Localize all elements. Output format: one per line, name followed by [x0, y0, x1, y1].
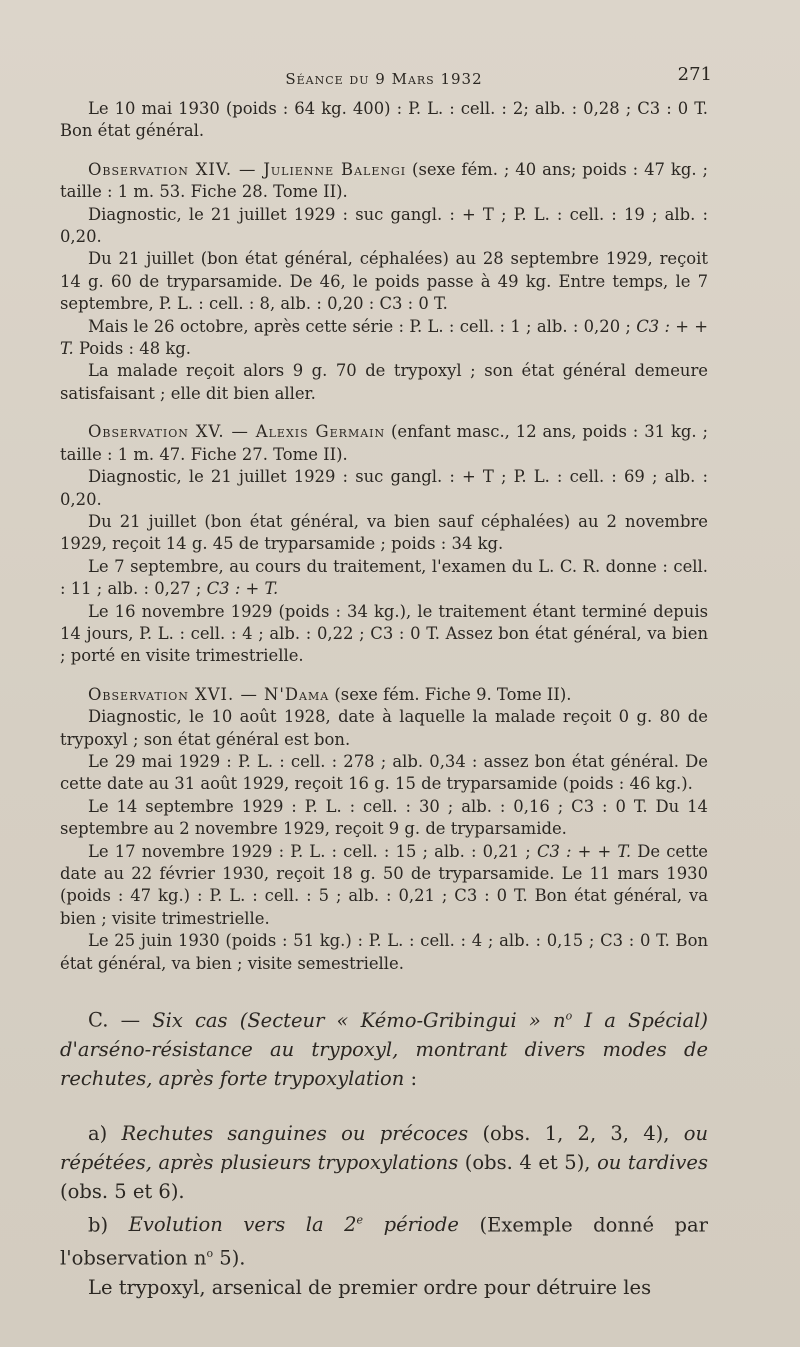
- text-run: Diagnostic, le 21 juillet 1929 : suc gangl. : + T ; P. L. : cell. : 69 ; alb. : 0,20.: [60, 467, 708, 509]
- text-run: (Exemple donné par l'observation n: [60, 1213, 708, 1270]
- item-a: [60, 1119, 708, 1206]
- observation-14-heading: [60, 159, 708, 204]
- text-run-italic: Rechutes sanguines ou précoces: [121, 1121, 469, 1145]
- text-run: (sexe fém. Fiche 9. Tome II).: [329, 684, 572, 704]
- text-run: La malade reçoit alors 9 g. 70 de trypoxyl ; son état général demeure satisfaisant ; elle dit bien aller.: [60, 361, 708, 403]
- text-run: a): [88, 1121, 122, 1145]
- text-run: Diagnostic, le 21 juillet 1929 : suc gangl. : + T ; P. L. : cell. : 19 ; alb. : 0,20.: [60, 204, 708, 247]
- text-run-italic: [129, 1213, 459, 1236]
- text-run-italic: C3 : + + T.: [60, 316, 708, 359]
- item-b: [60, 1206, 708, 1273]
- text-run: (obs. 1, 2, 3, 4),: [468, 1121, 684, 1145]
- text-run: 5).: [213, 1246, 246, 1270]
- text-run-italic: ou tardives: [597, 1150, 708, 1174]
- text-run-italic: ou répétées, après plusieurs trypoxylations: [60, 1121, 709, 1174]
- text-run: Le 7 septembre, au cours du traitement, l'examen du L. C. R. donne : cell. : 11 ; alb. : 0,27 ;: [60, 556, 708, 599]
- paragraph: [60, 98, 708, 143]
- text-run-italic: C3 : + T.: [206, 579, 279, 599]
- paragraph: [60, 360, 708, 405]
- text-run: Le 25 juin 1930 (poids : 51 kg.) : P. L. : cell. : 4 ; alb. : 0,15 ; C3 : 0 T. Bon état général, va bien ; visite semestrielle.: [60, 931, 708, 973]
- paragraph: [60, 706, 708, 751]
- text-run-italic: C3 : + + T.: [536, 841, 632, 861]
- observation-title: Observation XIV. — Julienne Balengi: [88, 159, 407, 179]
- paragraph: [60, 556, 708, 601]
- running-title: Séance du 9 Mars 1932: [285, 70, 483, 88]
- paragraph: [60, 316, 708, 361]
- text-run: période: [363, 1213, 459, 1237]
- superscript: o: [565, 1009, 573, 1023]
- observation-title: Observation XV. — Alexis Germain: [88, 422, 386, 442]
- superscript: o: [206, 1247, 214, 1261]
- paragraph: [60, 601, 708, 668]
- paragraph-last: [60, 1273, 708, 1302]
- paragraph: [60, 248, 708, 315]
- text-run: Le 10 mai 1930 (poids : 64 kg. 400) : P. L. : cell. : 2; alb. : 0,28 ; C3 : 0 T. Bon état général.: [60, 99, 708, 141]
- text-run: (sexe fém. ; 40 ans; poids : 47 kg. ; taille : 1 m. 53. Fiche 28. Tome II).: [60, 159, 708, 202]
- text-run: Le 16 novembre 1929 (poids : 34 kg.), le traitement étant terminé depuis 14 jours, P. L. : cell. : 4 ; alb. : 0,22 ; C3 : 0 T. Assez bon état général, va bien ; porté en visite trimestrielle.: [60, 601, 708, 666]
- text-run: Le trypoxyl, arsenical de premier ordre pour détruire les: [88, 1275, 652, 1299]
- text-run: (obs. 4 et 5),: [458, 1150, 598, 1174]
- text-run: Six cas (Secteur « Kémo-Gribingui » n: [152, 1008, 566, 1032]
- observation-16-heading: [60, 684, 708, 706]
- text-run: C. —: [88, 1008, 153, 1032]
- text-run-italic: [60, 1009, 708, 1090]
- text-run: :: [404, 1066, 418, 1090]
- section-c-heading: [60, 1001, 708, 1093]
- paragraph: [60, 796, 708, 841]
- paragraph: [60, 204, 708, 249]
- text-run: Du 21 juillet (bon état général, va bien sauf céphalées) au 2 novembre 1929, reçoit 14 g. 45 de tryparsamide ; poids : 34 kg.: [60, 511, 708, 554]
- body-text: [60, 98, 708, 1302]
- text-run: Mais le 26 octobre, après cette série : P. L. : cell. : 1 ; alb. : 0,20 ;: [88, 316, 637, 336]
- paragraph: [60, 751, 708, 796]
- superscript: e: [356, 1213, 364, 1227]
- text-run: Evolution vers la 2: [128, 1213, 357, 1237]
- text-run: (obs. 5 et 6).: [60, 1179, 185, 1203]
- text-run: I a Spécial) d'arséno-résistance au trypoxyl, montrant divers modes de rechutes, après forte trypoxylation: [60, 1008, 709, 1090]
- text-run: De cette date au 22 février 1930, reçoit 18 g. 50 de tryparsamide. Le 11 mars 1930 (poids : 47 kg.) : P. L. : cell. : 5 ; alb. : 0,21 ; C3 : 0 T. Bon état général, va bien ; visite trimestrielle.: [60, 841, 708, 928]
- page-number: 271: [677, 64, 712, 85]
- text-run: Le 29 mai 1929 : P. L. : cell. : 278 ; alb. 0,34 : assez bon état général. De cette date au 31 août 1929, reçoit 16 g. 15 de tryparsamide (poids : 46 kg.).: [60, 751, 708, 794]
- text-run: Poids : 48 kg.: [73, 339, 191, 359]
- paragraph: [60, 466, 708, 511]
- text-run: (enfant masc., 12 ans, poids : 31 kg. ; taille : 1 m. 47. Fiche 27. Tome II).: [60, 422, 709, 464]
- text-run: b): [88, 1213, 129, 1237]
- text-run: Du 21 juillet (bon état général, céphalées) au 28 septembre 1929, reçoit 14 g. 60 de tryparsamide. De 46, le poids passe à 49 kg. Entre temps, le 7 septembre, P. L. : cell. : 8, alb. : 0,20 : C3 : 0 T.: [60, 249, 708, 314]
- observation-15-heading: [60, 421, 708, 466]
- text-run: Diagnostic, le 10 août 1928, date à laquelle la malade reçoit 0 g. 80 de trypoxyl ; son état général est bon.: [60, 707, 708, 749]
- text-run: Le 17 novembre 1929 : P. L. : cell. : 15 ; alb. : 0,21 ;: [88, 841, 537, 861]
- page-header: [60, 58, 712, 98]
- paragraph: [60, 841, 708, 931]
- paragraph: [60, 511, 708, 556]
- paragraph: [60, 930, 708, 975]
- observation-title: Observation XVI. — N'Dama: [88, 684, 330, 704]
- text-run: Le 14 septembre 1929 : P. L. : cell. : 30 ; alb. : 0,16 ; C3 : 0 T. Du 14 septembre au 2 novembre 1929, reçoit 9 g. de tryparsamide.: [60, 796, 708, 839]
